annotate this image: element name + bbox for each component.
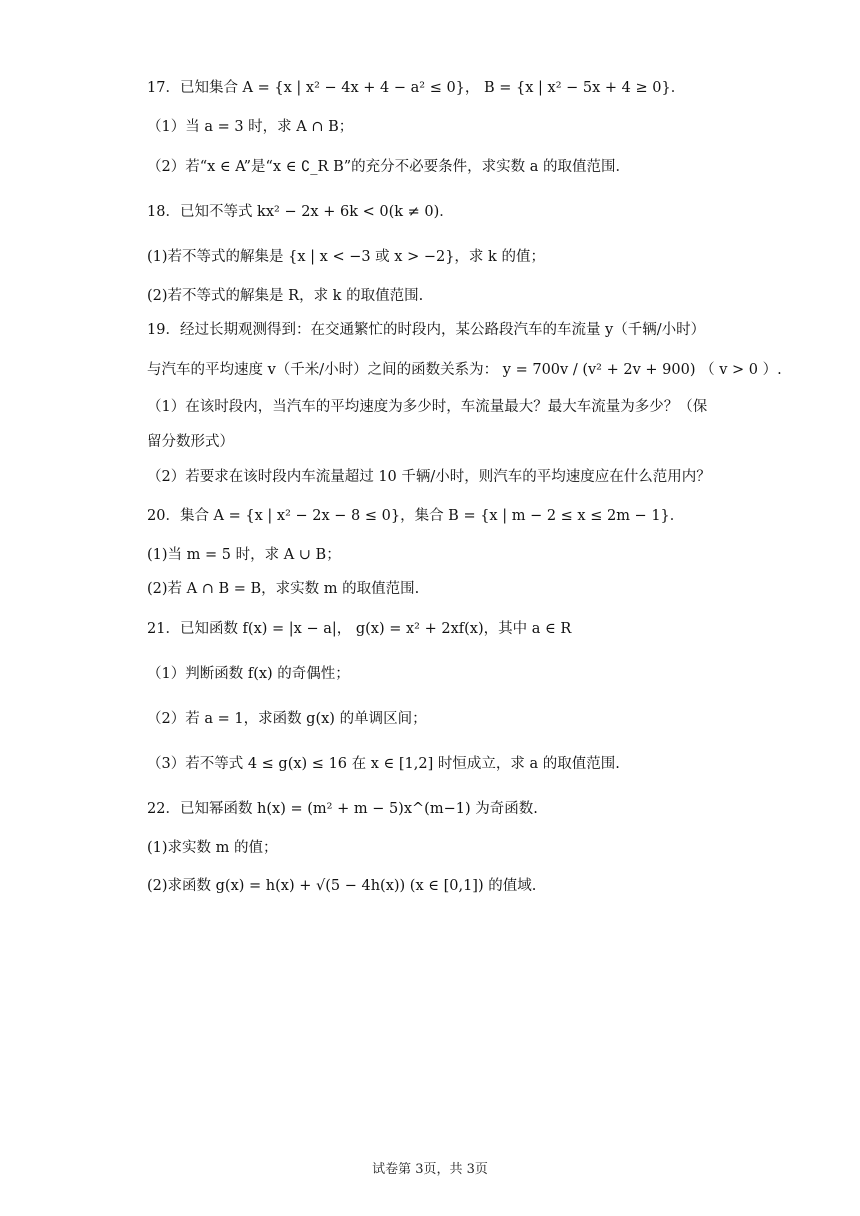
q17-stem: 17．已知集合 A = {x | x² − 4x + 4 − a² ≤ 0}， B = {x | x² − 5x + 4 ≥ 0}．	[147, 80, 686, 96]
q21-part2: （2）若 a = 1，求函数 g(x) 的单调区间；	[147, 711, 427, 727]
q19-part2: （2）若要求在该时段内车流量超过 10 千辆/小时，则汽车的平均速度应在什么范用内？	[147, 469, 711, 485]
page-footer: 试卷第 3页，共 3页	[372, 1162, 488, 1177]
q19-stem-1: 19．经过长期观测得到：在交通繁忙的时段内，某公路段汽车的车流量 y（千辆/小时）	[147, 322, 706, 338]
q22-part2: (2)求函数 g(x) = h(x) + √(5 − 4h(x)) (x ∈ [0,1]) 的值域.	[147, 878, 537, 894]
q22-stem: 22．已知幂函数 h(x) = (m² + m − 5)x^(m−1) 为奇函数.	[147, 801, 538, 817]
q21-part1: （1）判断函数 f(x) 的奇偶性；	[147, 666, 350, 682]
q17-part2: （2）若“x ∈ A”是“x ∈ ∁_R B”的充分不必要条件，求实数 a 的取值范围．	[147, 159, 630, 175]
q19-part1-a: （1）在该时段内，当汽车的平均速度为多少时，车流量最大？最大车流量为多少？（保	[147, 399, 708, 415]
q18-part2: (2)若不等式的解集是 R，求 k 的取值范围.	[147, 288, 424, 304]
q19-stem-2: 与汽车的平均速度 v（千米/小时）之间的函数关系为： y = 700v / (v² + 2v + 900) （ v > 0 ）.	[147, 362, 782, 378]
q22-part1: (1)求实数 m 的值；	[147, 840, 278, 856]
q20-stem: 20．集合 A = {x | x² − 2x − 8 ≤ 0}，集合 B = {x | m − 2 ≤ x ≤ 2m − 1}．	[147, 508, 685, 524]
q17-part1: （1）当 a = 3 时，求 A ∩ B；	[147, 119, 354, 135]
q20-part2: (2)若 A ∩ B = B，求实数 m 的取值范围.	[147, 581, 420, 597]
q18-stem: 18．已知不等式 kx² − 2x + 6k < 0(k ≠ 0)．	[147, 204, 454, 220]
q21-stem: 21．已知函数 f(x) = |x − a|， g(x) = x² + 2xf(x)，其中 a ∈ R	[147, 621, 572, 637]
q18-part1: (1)若不等式的解集是 {x | x < −3 或 x > −2}，求 k 的值；	[147, 249, 545, 265]
q20-part1: (1)当 m = 5 时，求 A ∪ B；	[147, 547, 341, 563]
q19-part1-b: 留分数形式）	[147, 434, 234, 450]
q21-part3: （3）若不等式 4 ≤ g(x) ≤ 16 在 x ∈ [1,2] 时恒成立，求 a 的取值范围.	[147, 756, 620, 772]
